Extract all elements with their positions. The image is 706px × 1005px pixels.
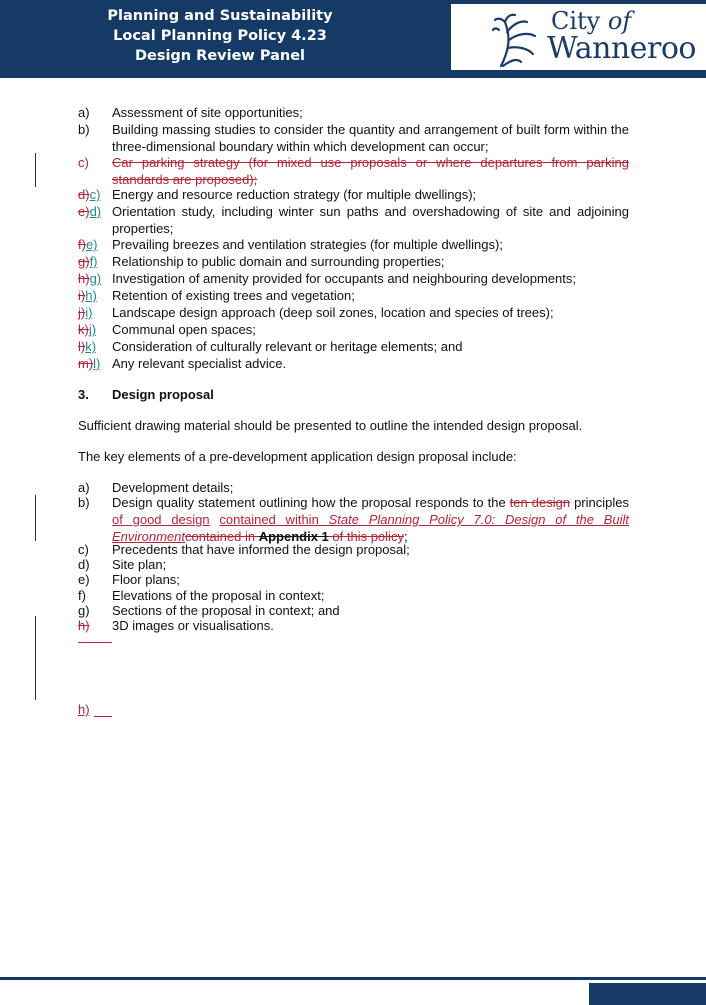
inserted-text: contained within xyxy=(219,512,329,527)
list-marker: f) xyxy=(78,588,86,603)
logo-wanneroo-text: Wanneroo xyxy=(547,31,696,66)
list-marker: c) xyxy=(78,542,89,557)
old-marker: e) xyxy=(78,204,90,219)
new-marker: g) xyxy=(89,271,102,286)
list-item-text: Energy and resource reduction strategy (for multiple dwellings); xyxy=(112,187,477,202)
list-item xyxy=(78,304,629,321)
list-marker: e) xyxy=(78,572,90,587)
list-item-text: Relationship to public domain and surrounding properties; xyxy=(112,254,445,269)
list-item xyxy=(78,321,629,338)
paragraph: The key elements of a pre-development application design proposal include: xyxy=(78,449,517,464)
deleted-text: Appendix 1 xyxy=(258,529,329,544)
section-title: Design proposal xyxy=(112,387,214,402)
new-marker: d) xyxy=(89,204,102,219)
list-marker: d) xyxy=(78,557,90,572)
change-bar xyxy=(35,495,36,541)
section-heading xyxy=(78,386,629,403)
list-item-text: Site plan; xyxy=(112,557,167,572)
old-marker: k) xyxy=(78,322,89,337)
new-marker: e) xyxy=(85,237,98,252)
header-line-3: Design Review Panel xyxy=(134,48,306,64)
old-marker: l) xyxy=(78,339,86,354)
list-marker: b) xyxy=(78,122,90,137)
footer-rule xyxy=(0,977,706,980)
list-marker: a) xyxy=(78,105,90,120)
list-item-text: Communal open spaces; xyxy=(112,322,256,337)
list-item xyxy=(78,203,629,237)
list-item-text: Floor plans; xyxy=(112,572,180,587)
list-item-text: 3D images or visualisations. xyxy=(112,618,274,633)
city-logo xyxy=(451,4,706,70)
list-item-text: Car parking strategy (for mixed use proposals or where departures from parking standards are proposed); xyxy=(112,155,629,187)
page-header xyxy=(0,0,706,78)
new-marker: i) xyxy=(85,305,93,320)
old-marker: d) xyxy=(78,187,90,202)
list-marker: g) xyxy=(78,603,90,618)
list-item xyxy=(78,494,629,545)
list-marker: a) xyxy=(78,480,90,495)
inserted-underline xyxy=(94,701,112,717)
list-item xyxy=(78,253,629,270)
inserted-empty-line xyxy=(78,630,629,644)
header-line-2: Local Planning Policy 4.23 xyxy=(113,28,327,44)
list-item xyxy=(78,355,629,372)
deleted-text: contained in xyxy=(184,529,259,544)
list-item-text: Any relevant specialist advice. xyxy=(112,356,287,371)
new-marker: l) xyxy=(93,356,101,371)
list-marker: c) xyxy=(78,155,89,170)
list-item xyxy=(78,287,629,304)
list-item xyxy=(78,270,629,287)
new-marker: h) xyxy=(85,288,97,303)
list-item-text: Consideration of culturally relevant or heritage elements; and xyxy=(112,339,463,354)
new-marker: j) xyxy=(88,322,97,337)
list-item-text: Design quality statement outlining how the proposal responds to the ten design principles of good design contained within State Planning Policy 7.0: Design of the Built Environmentcontained in Appendix 1 of this policy; xyxy=(112,495,629,544)
section-number: 3. xyxy=(78,387,89,402)
list-item xyxy=(78,121,629,155)
footer-block xyxy=(589,983,706,1005)
list-item xyxy=(78,236,629,253)
change-bar xyxy=(35,153,36,187)
list-marker: h) xyxy=(78,702,90,717)
change-bar xyxy=(35,616,36,700)
header-title xyxy=(0,6,440,66)
old-marker: h) xyxy=(78,271,90,286)
old-marker: i) xyxy=(78,288,86,303)
new-marker: f) xyxy=(89,254,98,269)
list-item xyxy=(78,571,629,588)
deleted-text: of this policy xyxy=(328,529,404,544)
list-item-text: Investigation of amenity provided for occupants and neighbouring developments; xyxy=(112,271,576,286)
list-item xyxy=(78,186,629,203)
old-marker: j) xyxy=(78,305,86,320)
old-marker: m) xyxy=(78,356,94,371)
old-marker: g) xyxy=(78,254,90,269)
header-line-1: Planning and Sustainability xyxy=(107,8,333,24)
deleted-list-item xyxy=(78,154,629,188)
list-marker: h) xyxy=(78,618,90,633)
old-marker: f) xyxy=(78,237,86,252)
list-item xyxy=(78,104,629,121)
list-item-text: Development details; xyxy=(112,480,234,495)
new-marker: c) xyxy=(89,187,101,202)
list-item-text: Assessment of site opportunities; xyxy=(112,105,303,120)
list-item xyxy=(78,338,629,355)
inserted-text: of good design xyxy=(112,512,210,527)
list-item-text: Orientation study, including winter sun paths and overshadowing of site and adjoining properties; xyxy=(112,204,629,236)
inserted-text: State Planning Policy 7.0: Design of the Built Environment xyxy=(112,512,629,544)
list-item-text: Landscape design approach (deep soil zones, location and species of trees); xyxy=(112,305,554,320)
list-item-text: Elevations of the proposal in context; xyxy=(112,588,325,603)
new-marker: k) xyxy=(85,339,97,354)
deleted-text: ten design xyxy=(509,495,571,510)
logo-city-text: City of xyxy=(551,7,632,35)
list-item-text: Prevailing breezes and ventilation strategies (for multiple dwellings); xyxy=(112,237,503,252)
list-marker: b) xyxy=(78,495,90,510)
paragraph: Sufficient drawing material should be presented to outline the intended design proposal. xyxy=(78,418,583,433)
list-item-text: Sections of the proposal in context; and xyxy=(112,603,340,618)
inserted-underline xyxy=(78,630,112,643)
list-item-text: Precedents that have informed the design proposal; xyxy=(112,542,410,557)
list-item-text: Retention of existing trees and vegetation; xyxy=(112,288,355,303)
list-item-text: Building massing studies to consider the quantity and arrangement of built form within the three-dimensional boundary within which development can occur; xyxy=(112,122,629,154)
kangaroo-paw-icon xyxy=(491,10,551,68)
